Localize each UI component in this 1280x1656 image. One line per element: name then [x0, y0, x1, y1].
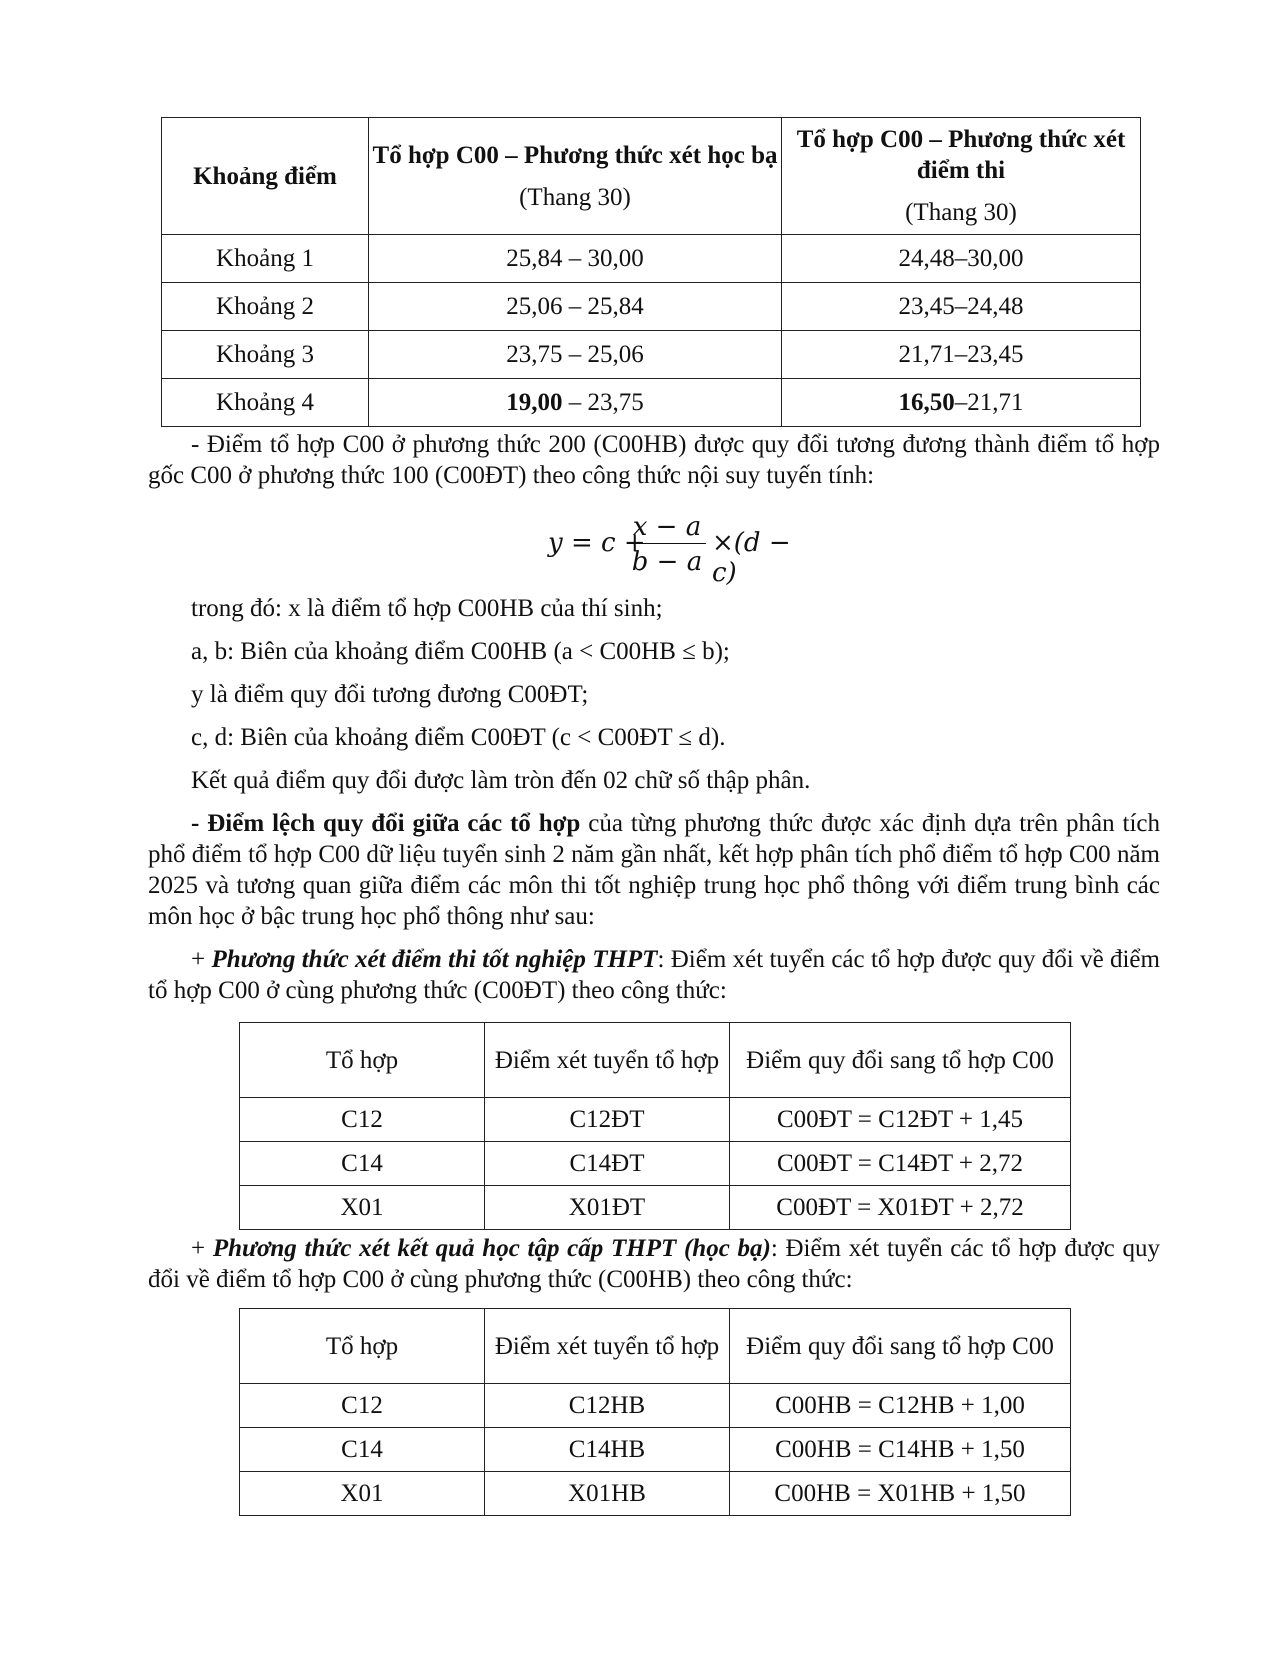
formula-cell: C00HB = C12HB + 1,00	[730, 1384, 1071, 1428]
formula-denominator: b − a	[631, 547, 703, 577]
paragraph-conversion-offset-bold: - Điểm lệch quy đổi giữa các tổ hợp	[191, 810, 581, 837]
header-khoang-diem: Khoảng điểm	[162, 118, 369, 235]
header-diem-xet-tuyen: Điểm xét tuyển tổ hợp	[485, 1309, 730, 1384]
formula-cell: C00ĐT = X01ĐT + 2,72	[730, 1186, 1071, 1230]
range-label: Khoảng 1	[162, 235, 369, 283]
range-hb-max: – 23,75	[562, 389, 644, 416]
where-line: y là điểm quy đổi tương đương C00ĐT;	[191, 681, 589, 708]
exam-conversion-table	[239, 1022, 1071, 1230]
combo-cell: C12	[240, 1098, 485, 1142]
paragraph-exam-method-title: Phương thức xét điểm thi tốt nghiệp THPT	[211, 946, 658, 973]
table-row	[162, 283, 1141, 331]
header-diem-xet-tuyen: Điểm xét tuyển tổ hợp	[485, 1023, 730, 1098]
formula-numerator: x − a	[628, 511, 706, 544]
header-to-hop: Tổ hợp	[240, 1023, 485, 1098]
paragraph-exam-method	[148, 944, 1160, 1006]
table-row	[240, 1384, 1071, 1428]
paragraph-conversion-offset	[148, 808, 1160, 932]
score-cell: X01HB	[485, 1472, 730, 1516]
score-cell: C14HB	[485, 1428, 730, 1472]
score-cell: C12HB	[485, 1384, 730, 1428]
score-cell: X01ĐT	[485, 1186, 730, 1230]
table-row	[240, 1142, 1071, 1186]
range-dt-min: 16,50	[898, 389, 955, 416]
range-hb: 25,06 – 25,84	[369, 283, 782, 331]
paragraph-transcript-method	[148, 1233, 1160, 1295]
where-line: trong đó: x là điểm tổ hợp C00HB của thí sinh;	[191, 595, 663, 622]
header-diem-quy-doi: Điểm quy đổi sang tổ hợp C00	[730, 1309, 1071, 1384]
formula-fraction	[628, 511, 706, 578]
formula-rhs: ×(d − c)	[712, 528, 791, 588]
range-label: Khoảng 3	[162, 331, 369, 379]
range-label: Khoảng 4	[162, 379, 369, 427]
range-dt-max: –21,71	[954, 389, 1024, 416]
transcript-conversion-table	[239, 1308, 1071, 1516]
range-dt: 21,71–23,45	[782, 331, 1141, 379]
header-diem-thi	[782, 118, 1141, 235]
table-row	[162, 235, 1141, 283]
range-hb	[369, 379, 782, 427]
score-range-table	[161, 117, 1141, 427]
paragraph-exam-method-prefix: +	[191, 946, 212, 973]
combo-cell: X01	[240, 1186, 485, 1230]
table-header-row	[240, 1309, 1071, 1384]
header-diem-thi-scale: (Thang 30)	[905, 199, 1017, 226]
formula-cell: C00ĐT = C14ĐT + 2,72	[730, 1142, 1071, 1186]
paragraph-conversion-offset-text: của từng phương thức được xác định dựa trên phân tích phổ điểm tổ hợp C00 dữ liệu tuyển sinh 2 năm gần nhất, kết hợp phân tích phổ điểm tổ hợp C00 năm 2025 và tương quan giữa điểm các môn thi tốt nghiệp trung học phổ thông với điểm trung bình các môn học ở bậc trung học phổ thông như sau:	[148, 810, 1161, 930]
paragraph-transcript-method-title: Phương thức xét kết quả học tập cấp THPT (học bạ)	[212, 1235, 771, 1262]
rounding-note: Kết quả điểm quy đổi được làm tròn đến 02 chữ số thập phân.	[191, 767, 811, 794]
range-hb: 25,84 – 30,00	[369, 235, 782, 283]
where-line: c, d: Biên của khoảng điểm C00ĐT (c < C00ĐT ≤ d).	[191, 724, 726, 751]
table-row	[240, 1098, 1071, 1142]
score-cell: C12ĐT	[485, 1098, 730, 1142]
header-hoc-ba-title: Tổ hợp C00 – Phương thức xét học bạ	[372, 141, 778, 169]
range-dt: 24,48–30,00	[782, 235, 1141, 283]
header-hoc-ba	[369, 118, 782, 235]
paragraph-transcript-method-text: : Điểm xét tuyển các tổ hợp được quy đổi về điểm tổ hợp C00 ở cùng phương thức (C00HB) theo công thức:	[148, 1235, 1160, 1293]
paragraph-interpolation-intro: - Điểm tổ hợp C00 ở phương thức 200 (C00HB) được quy đổi tương đương thành điểm tổ hợp gốc C00 ở phương thức 100 (C00ĐT) theo công thức nội suy tuyến tính:	[148, 431, 1160, 489]
range-label: Khoảng 2	[162, 283, 369, 331]
interpolation-formula	[548, 511, 808, 588]
combo-cell: C12	[240, 1384, 485, 1428]
combo-cell: C14	[240, 1428, 485, 1472]
score-cell: C14ĐT	[485, 1142, 730, 1186]
formula-cell: C00HB = C14HB + 1,50	[730, 1428, 1071, 1472]
combo-cell: X01	[240, 1472, 485, 1516]
table-row	[240, 1186, 1071, 1230]
formula-lhs: y = c +	[548, 528, 646, 558]
table-row	[240, 1428, 1071, 1472]
range-hb: 23,75 – 25,06	[369, 331, 782, 379]
where-line: a, b: Biên của khoảng điểm C00HB (a < C00HB ≤ b);	[191, 638, 730, 665]
header-diem-thi-title: Tổ hợp C00 – Phương thức xét điểm thi	[796, 126, 1126, 184]
table-header-row	[240, 1023, 1071, 1098]
combo-cell: C14	[240, 1142, 485, 1186]
formula-cell: C00ĐT = C12ĐT + 1,45	[730, 1098, 1071, 1142]
header-diem-quy-doi: Điểm quy đổi sang tổ hợp C00	[730, 1023, 1071, 1098]
range-dt: 23,45–24,48	[782, 283, 1141, 331]
range-hb-min: 19,00	[506, 389, 563, 416]
table-row	[162, 331, 1141, 379]
range-dt	[782, 379, 1141, 427]
formula-cell: C00HB = X01HB + 1,50	[730, 1472, 1071, 1516]
table-header-row	[162, 118, 1141, 235]
header-hoc-ba-scale: (Thang 30)	[519, 183, 631, 211]
paragraph-transcript-method-prefix: +	[191, 1235, 213, 1262]
table-row	[162, 379, 1141, 427]
paragraph-exam-method-text: : Điểm xét tuyển các tổ hợp được quy đổi về điểm tổ hợp C00 ở cùng phương thức (C00ĐT) theo công thức:	[148, 946, 1160, 1004]
table-row	[240, 1472, 1071, 1516]
header-to-hop: Tổ hợp	[240, 1309, 485, 1384]
